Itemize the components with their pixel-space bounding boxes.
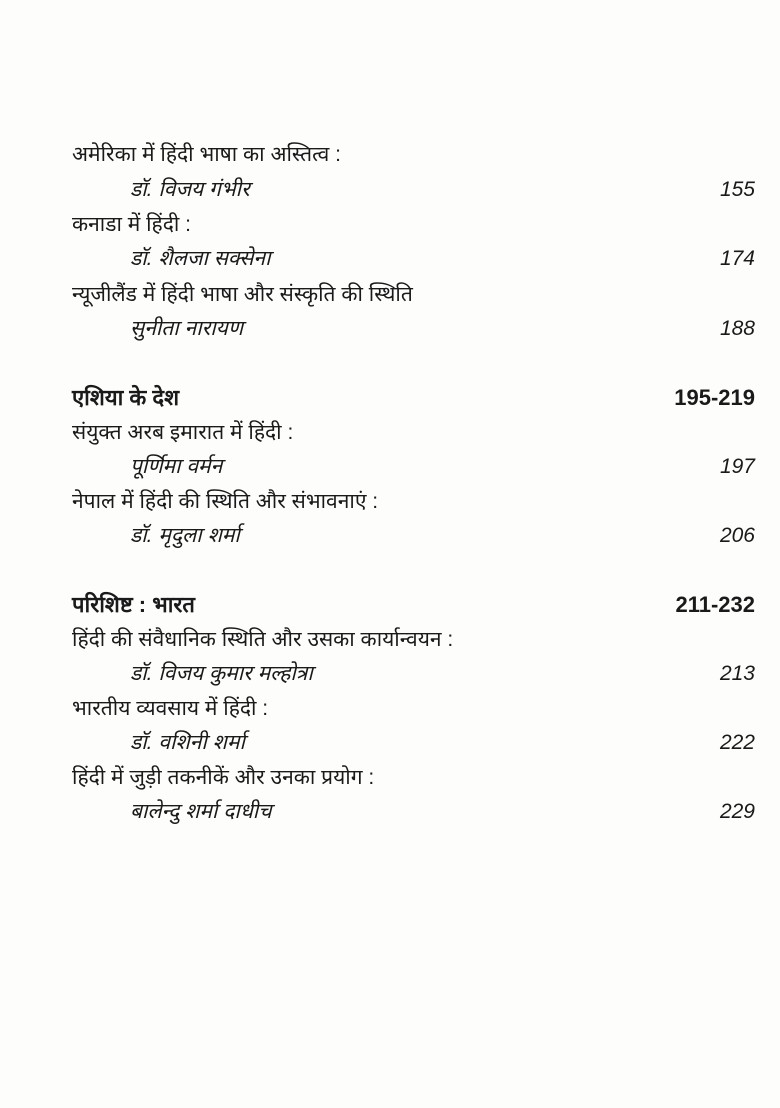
entry-author	[130, 519, 755, 553]
author-name: बालेन्दु शर्मा दाधीच	[130, 800, 272, 823]
entry-title	[72, 138, 755, 172]
entry-author	[130, 173, 755, 207]
entry-title	[72, 692, 755, 726]
entry-title-text: नेपाल में हिंदी की स्थिति और संभावनाएं :	[72, 490, 379, 513]
page-range: 195-219	[674, 385, 755, 410]
entry-author	[130, 657, 755, 691]
page-number: 155	[719, 178, 755, 201]
page-number: 197	[719, 455, 755, 478]
page-number: 206	[719, 524, 755, 547]
entry-title	[72, 278, 755, 312]
entry-title-text: भारतीय व्यवसाय में हिंदी :	[72, 697, 269, 720]
entry-title	[72, 485, 755, 519]
section-heading	[72, 381, 755, 415]
author-name: डॉ. विजय कुमार मल्होत्रा	[130, 662, 313, 685]
entry-author	[130, 242, 755, 276]
page-number: 213	[719, 662, 755, 685]
author-name: डॉ. वशिनी शर्मा	[130, 731, 245, 754]
entry-title-text: कनाडा में हिंदी :	[72, 213, 191, 236]
section-title: परिशिष्ट : भारत	[72, 592, 195, 617]
page-range: 211-232	[675, 592, 755, 617]
author-name: पूर्णिमा वर्मन	[130, 455, 223, 478]
entry-title-text: न्यूजीलैंड में हिंदी भाषा और संस्कृति की स्थिति	[72, 283, 413, 306]
page-number: 222	[719, 731, 755, 754]
entry-title	[72, 761, 755, 795]
entry-author	[130, 312, 755, 346]
entry-title	[72, 416, 755, 450]
entry-title-text: संयुक्त अरब इमारात में हिंदी :	[72, 421, 294, 444]
entry-title	[72, 208, 755, 242]
entry-author	[130, 795, 755, 829]
entry-author	[130, 726, 755, 760]
page-number: 174	[719, 247, 755, 270]
entry-title-text: अमेरिका में हिंदी भाषा का अस्तित्व :	[72, 143, 341, 166]
entry-author	[130, 450, 755, 484]
author-name: डॉ. शैलजा सक्सेना	[130, 247, 271, 270]
page-number: 188	[719, 317, 755, 340]
entry-title-text: हिंदी की संवैधानिक स्थिति और उसका कार्यान्वयन :	[72, 628, 454, 651]
entry-title-text: हिंदी में जुड़ी तकनीकें और उनका प्रयोग :	[72, 766, 375, 789]
author-name: सुनीता नारायण	[130, 317, 244, 340]
section-heading	[72, 588, 755, 622]
section-title: एशिया के देश	[72, 385, 180, 410]
author-name: डॉ. विजय गंभीर	[130, 178, 250, 201]
page-number: 229	[719, 800, 755, 823]
author-name: डॉ. मृदुला शर्मा	[130, 524, 240, 547]
entry-title	[72, 623, 755, 657]
